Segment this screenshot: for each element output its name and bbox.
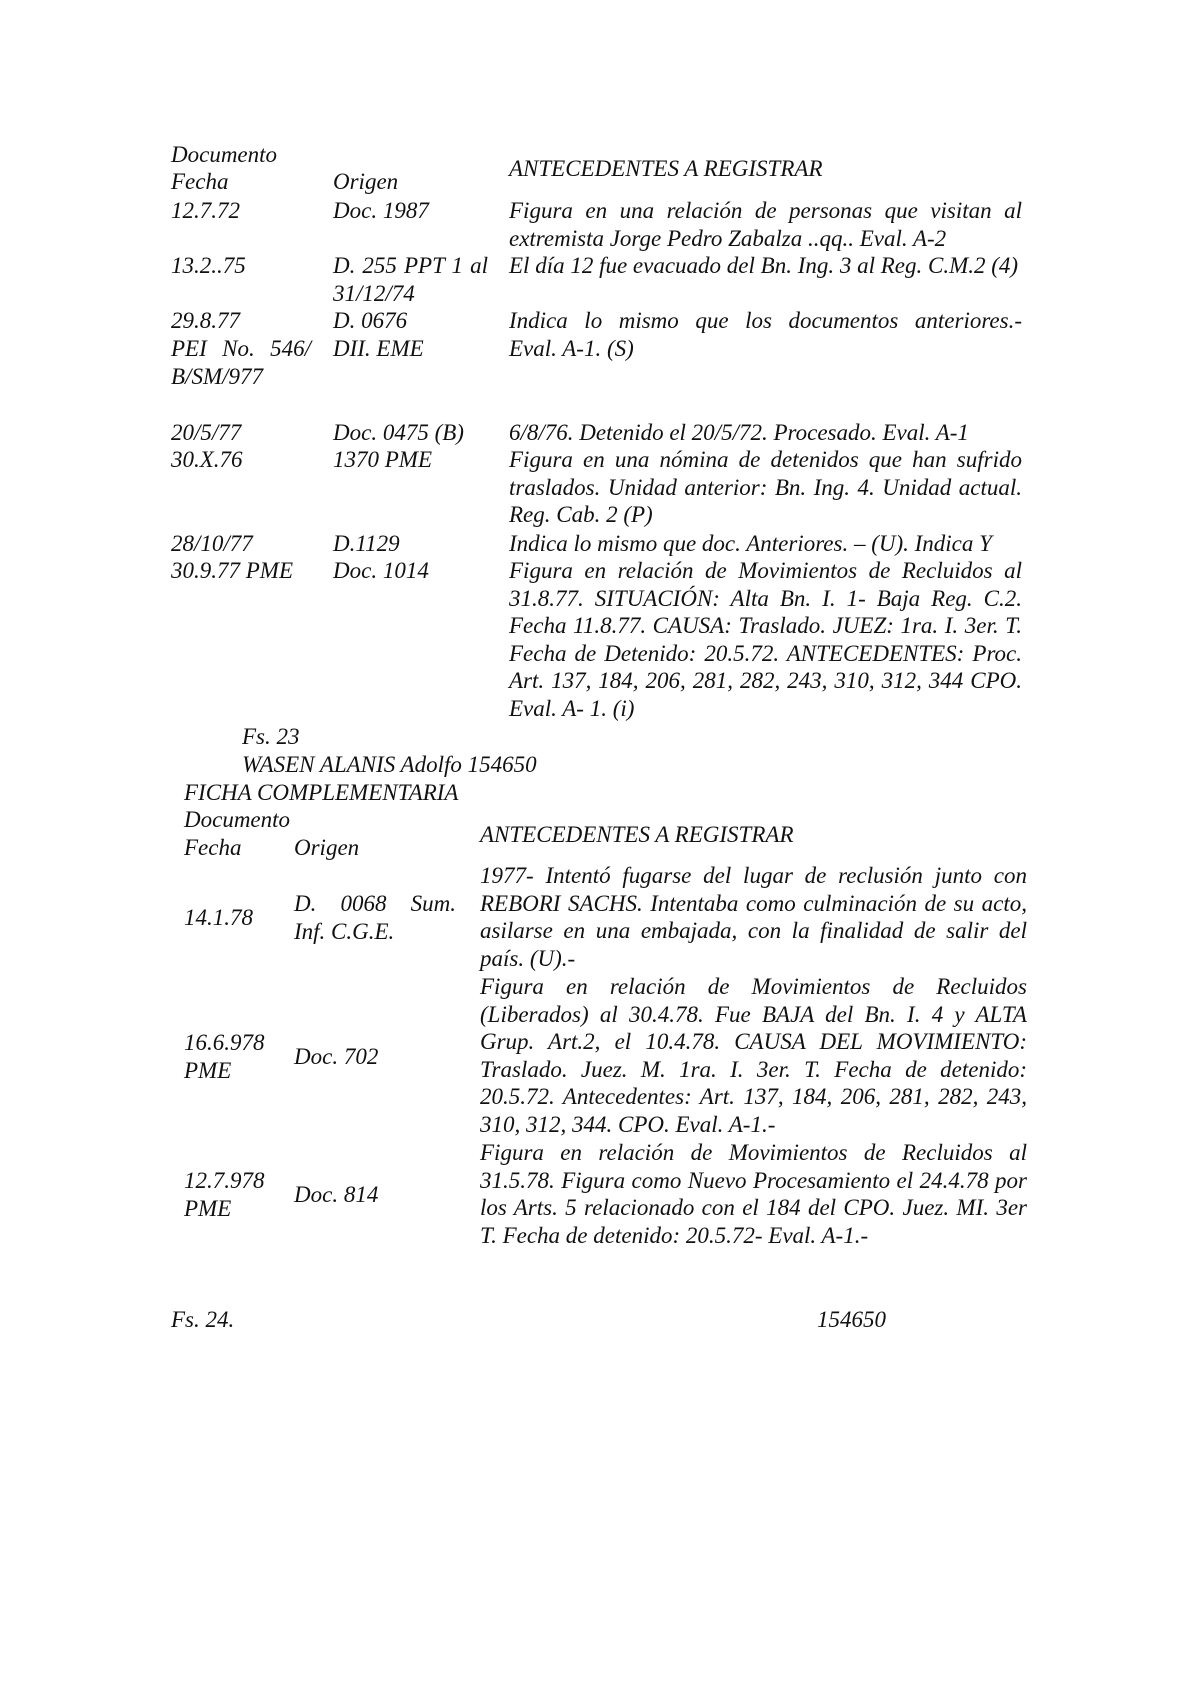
header-antecedentes: ANTECEDENTES A REGISTRAR bbox=[480, 822, 794, 847]
header-origen: Origen bbox=[333, 169, 399, 194]
table-row-fecha: 12.7.72 bbox=[171, 198, 240, 223]
subject-name: WASEN ALANIS Adolfo 154650 bbox=[242, 752, 537, 777]
header-documento: Documento bbox=[171, 142, 278, 167]
table-row-text: 1977- Intentó fugarse del lugar de reclusión junto con REBORI SACHS. Intentaba como culminación de su acto, asilarse en una embajada, con la finalidad de salir del país. (U).- bbox=[480, 863, 1027, 971]
header-antecedentes: ANTECEDENTES A REGISTRAR bbox=[509, 156, 823, 181]
table-row-text: Indica lo mismo que los documentos anteriores.- bbox=[509, 308, 1022, 333]
header-origen: Origen bbox=[294, 835, 360, 860]
table-row-text: Figura en una nómina de detenidos que han sufrido traslados. Unidad anterior: Bn. Ing. 4. Unidad actual. Reg. Cab. 2 (P) bbox=[509, 447, 1022, 528]
table-row-text: 6/8/76. Detenido el 20/5/72. Procesado. Eval. A-1 bbox=[509, 420, 969, 445]
table-row-origen: Doc. 1987 bbox=[333, 198, 429, 223]
table-row-origen: Doc. 0475 (B) bbox=[333, 420, 464, 445]
table-row-fecha: 28/10/77 bbox=[171, 531, 253, 556]
table-row-origen: 1370 PME bbox=[333, 447, 433, 472]
folio-label: Fs. 23 bbox=[242, 724, 300, 749]
header-fecha: Fecha bbox=[171, 169, 229, 194]
table-row-origen: DII. EME bbox=[333, 336, 424, 361]
header-fecha: Fecha bbox=[184, 835, 242, 860]
table-row-fecha: 29.8.77 bbox=[171, 308, 240, 333]
table-row-fecha-text: PEI No. 546/B/SM/977 bbox=[171, 336, 311, 389]
section-title: FICHA COMPLEMENTARIA bbox=[184, 780, 459, 805]
table-row-fecha: 30.X.76 bbox=[171, 447, 243, 472]
table-row-fecha: 30.9.77 PME bbox=[171, 558, 294, 583]
table-row-text: Figura en relación de Movimientos de Recluidos (Liberados) al 30.4.78. Fue BAJA del Bn. I. 4 y ALTA Grup. Art.2, el 10.4.78. CAUSA DEL MOVIMIENTO: Traslado. Juez. M. 1ra. I. 3er. T. Fecha de detenido: 20.5.72. Antecedentes: Art. 137, 184, 206, 281, 282, 243, 310, 312, 344. CPO. Eval. A-1.- bbox=[480, 974, 1027, 1137]
table-row-fecha: 13.2..75 bbox=[171, 253, 246, 278]
table-row-origen: Doc. 814 bbox=[294, 1182, 379, 1207]
table-row-text: Figura en relación de Movimientos de Recluidos al 31.5.78. Figura como Nuevo Procesamiento el 24.4.78 por los Arts. 5 relacionado con el 184 del CPO. Juez. MI. 3er T. Fecha de detenido: 20.5.72- Eval. A-1.- bbox=[480, 1140, 1027, 1248]
table-row-origen: Doc. 702 bbox=[294, 1044, 379, 1069]
table-row-text: Eval. A-1. (S) bbox=[509, 336, 634, 361]
table-row-fecha: 16.6.978 PME bbox=[184, 1030, 265, 1083]
table-row-fecha: 12.7.978 PME bbox=[184, 1168, 265, 1221]
header-documento: Documento bbox=[184, 807, 291, 832]
table-row-text: Indica lo mismo que doc. Anteriores. – (U). Indica Y bbox=[509, 531, 992, 556]
footer-number: 154650 bbox=[817, 1307, 886, 1332]
table-row-origen: D. 0068 Sum. Inf. C.G.E. bbox=[294, 891, 456, 944]
footer-folio: Fs. 24. bbox=[171, 1307, 235, 1332]
table-row-origen: D. 0676 bbox=[333, 308, 408, 333]
table-row-text: Figura en relación de Movimientos de Recluidos al 31.8.77. SITUACIÓN: Alta Bn. I. 1- Baja Reg. C.2. Fecha 11.8.77. CAUSA: Traslado. JUEZ: 1ra. I. 3er. T. Fecha de Detenido: 20.5.72. ANTECEDENTES: Proc. Art. 137, 184, 206, 281, 282, 243, 310, 312, 344 CPO. Eval. A- 1. (i) bbox=[509, 558, 1022, 721]
table-row-fecha: 14.1.78 bbox=[184, 905, 253, 930]
table-row-fecha: 20/5/77 bbox=[171, 420, 242, 445]
table-row-text: El día 12 fue evacuado del Bn. Ing. 3 al Reg. C.M.2 (4) bbox=[509, 253, 1019, 278]
table-row-fecha bbox=[171, 335, 311, 390]
table-row-origen: Doc. 1014 bbox=[333, 558, 429, 583]
table-row-text: Figura en una relación de personas que visitan al extremista Jorge Pedro Zabalza ..qq.. Eval. A-2 bbox=[509, 198, 1022, 251]
table-row-origen: D. 255 PPT 1 al 31/12/74 bbox=[333, 253, 488, 306]
table-row-origen: D.1129 bbox=[333, 531, 400, 556]
